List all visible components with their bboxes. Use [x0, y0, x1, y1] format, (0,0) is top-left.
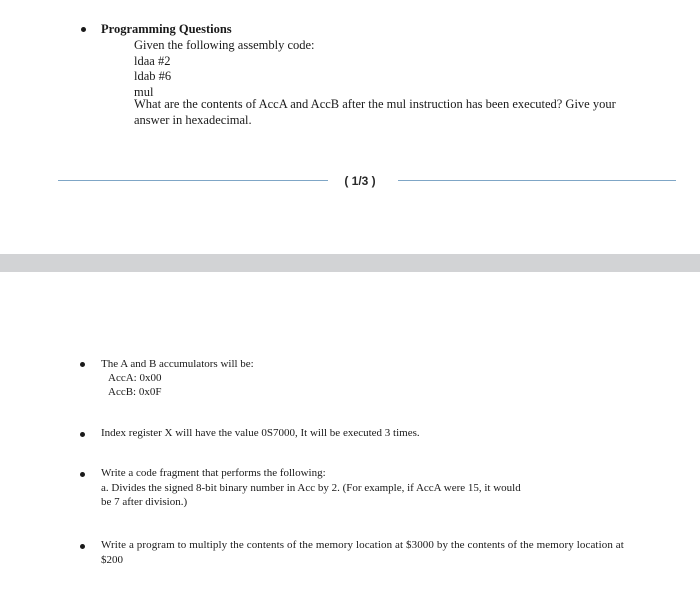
answer-4-line-1: Write a program to multiply the contents of the memory location at $3000 by the contents of the memory location at [101, 539, 624, 551]
section-separator [0, 254, 700, 272]
question-bullet [81, 27, 86, 32]
answer-1-acca: AccA: 0x00 [108, 372, 162, 384]
answer-3-line-1: Write a code fragment that performs the following: [101, 467, 326, 479]
divider-right [398, 180, 676, 181]
divider-left [58, 180, 328, 181]
question-prompt-line-2: answer in hexadecimal. [134, 113, 252, 127]
answer-bullet-4 [80, 544, 85, 549]
answer-bullet-2 [80, 432, 85, 437]
answer-3-line-2: a. Divides the signed 8-bit binary number in Acc by 2. (For example, if AccA were 15, it would [101, 482, 521, 494]
question-heading: Programming Questions [101, 22, 232, 36]
answer-4-line-2: $200 [101, 554, 123, 566]
code-line-1: ldaa #2 [134, 54, 171, 68]
question-intro: Given the following assembly code: [134, 38, 315, 52]
code-line-2: ldab #6 [134, 69, 172, 83]
question-prompt-line-1: What are the contents of AccA and AccB after the mul instruction has been executed? Give your [134, 97, 616, 111]
code-line-3: mul [134, 85, 154, 99]
answer-bullet-1 [80, 362, 85, 367]
answer-bullet-3 [80, 472, 85, 477]
answer-1-intro: The A and B accumulators will be: [101, 358, 254, 370]
answer-1-accb: AccB: 0x0F [108, 386, 162, 398]
page-indicator: ( 1/3 ) [344, 174, 376, 188]
answer-2: Index register X will have the value 0S7000, It will be executed 3 times. [101, 427, 420, 439]
answer-3-line-3: be 7 after division.) [101, 496, 188, 508]
